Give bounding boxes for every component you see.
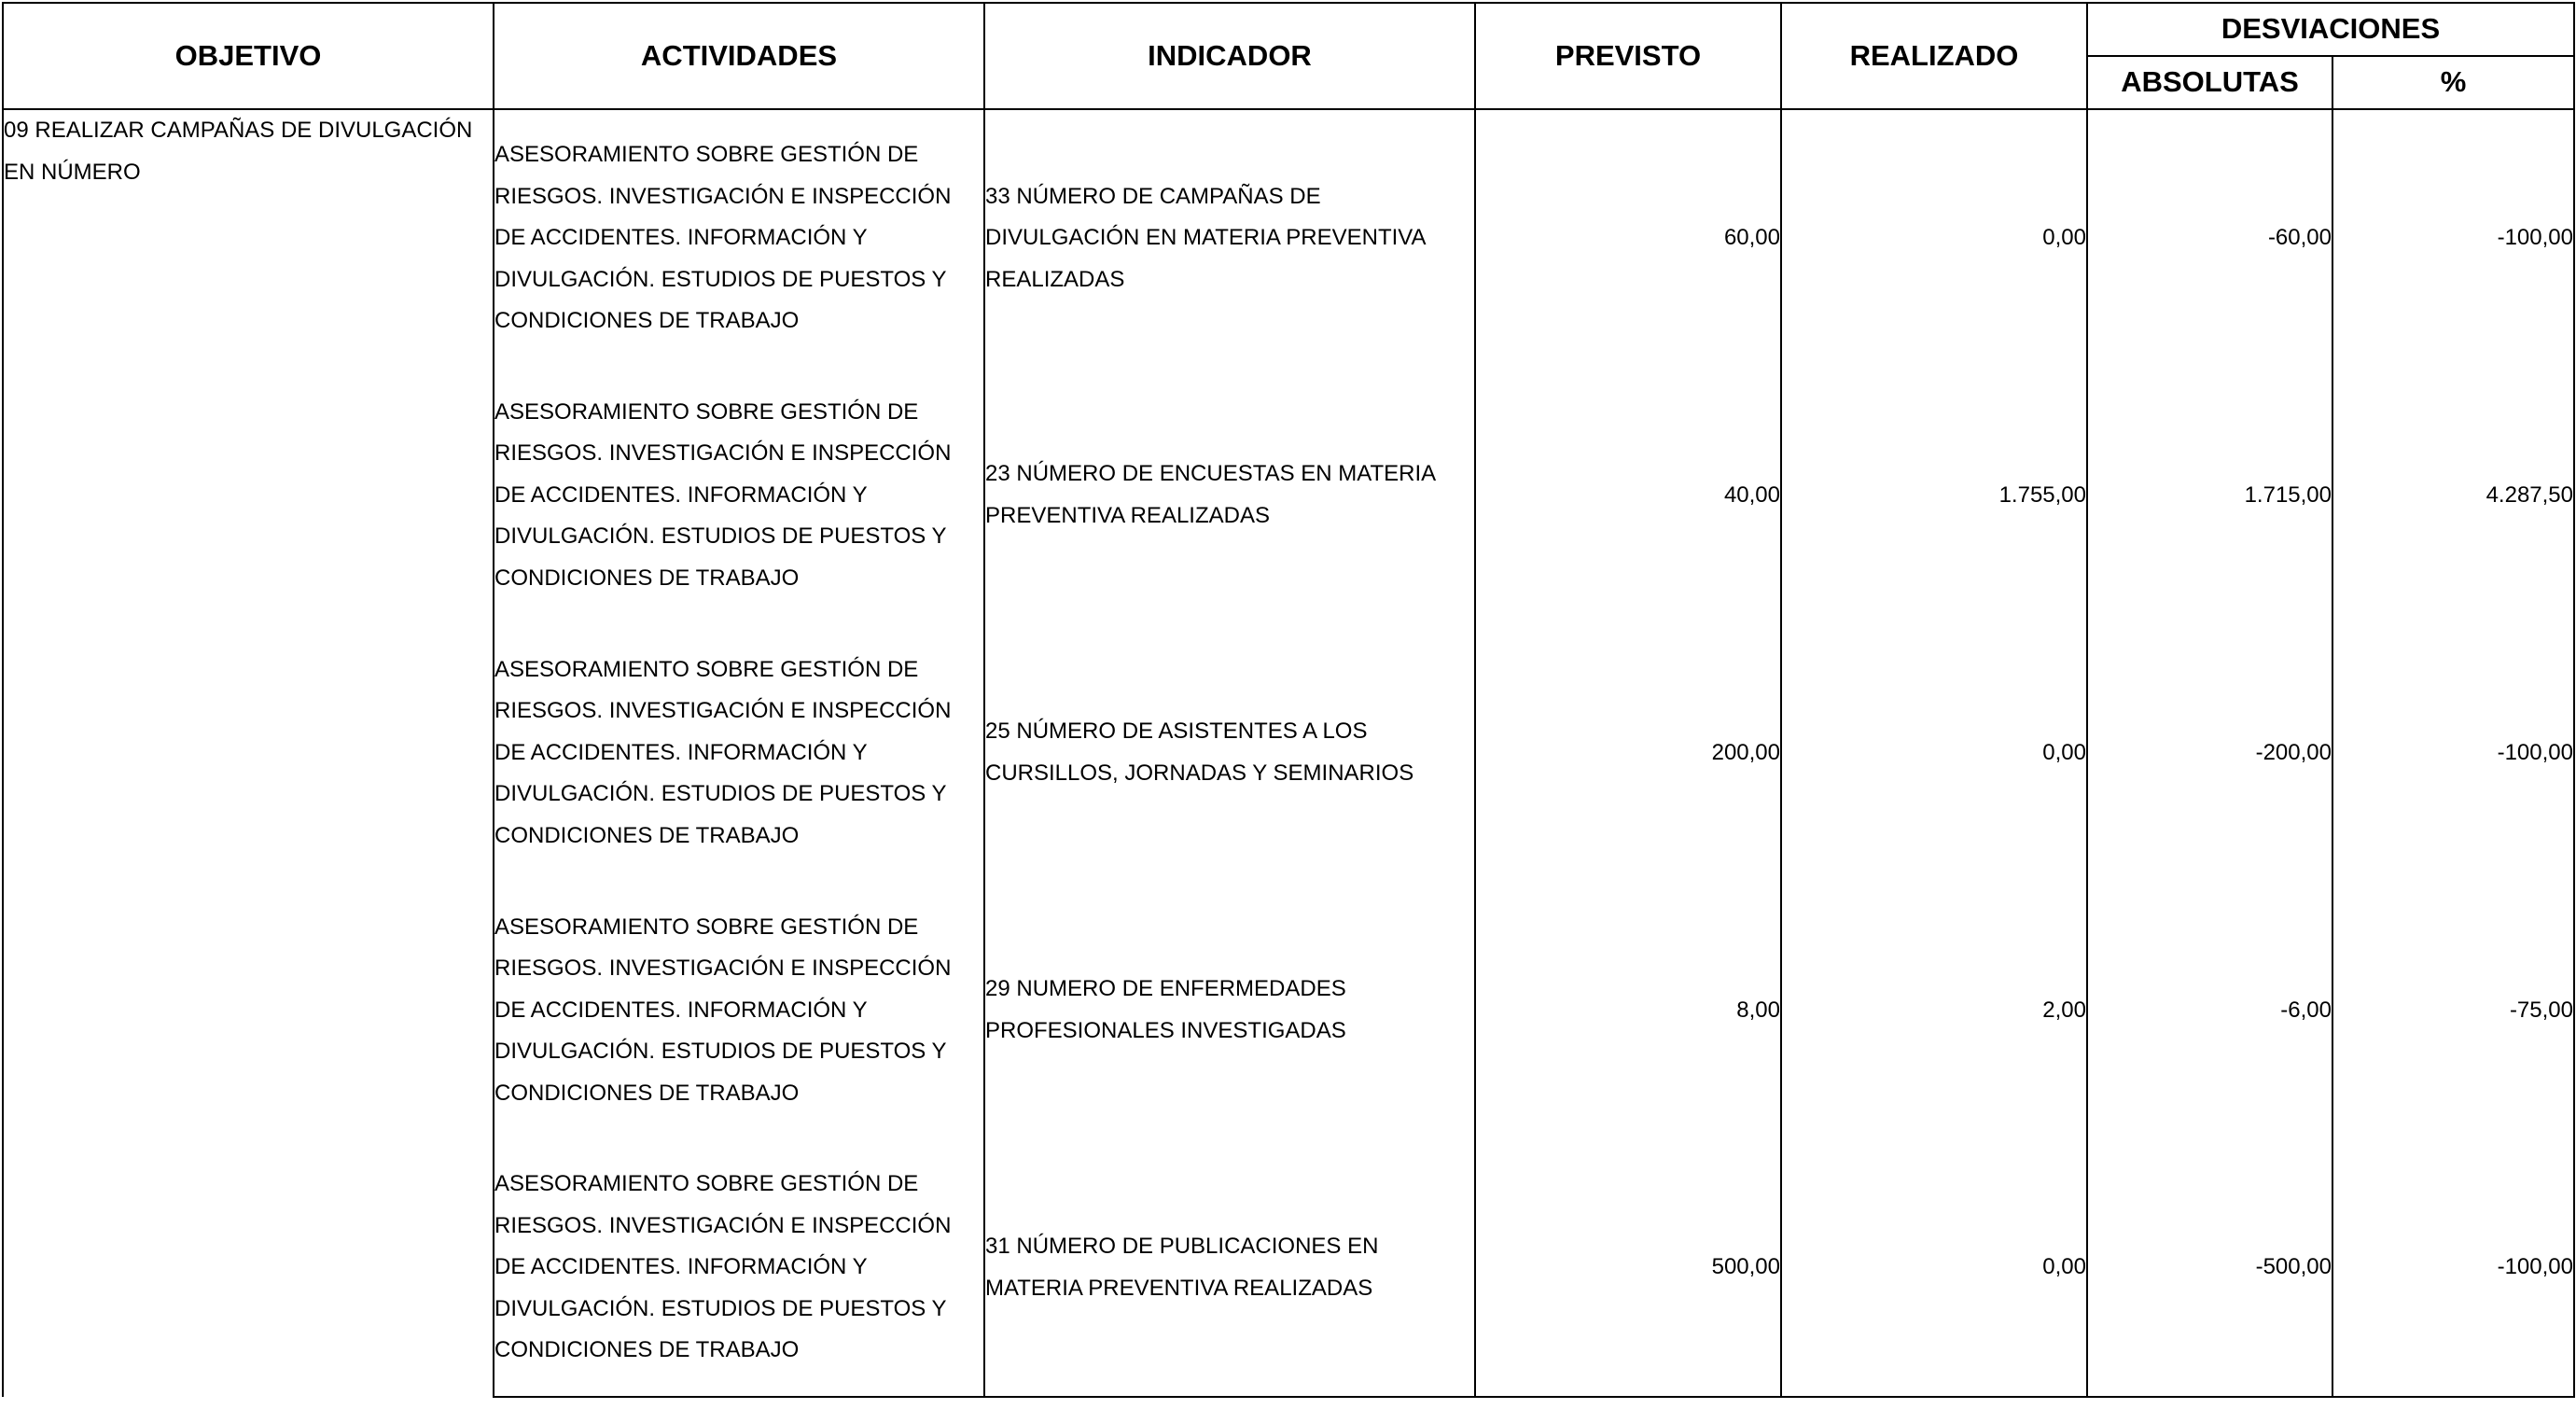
- header-previsto: PREVISTO: [1475, 3, 1781, 109]
- objectives-table: [2, 2, 2575, 1398]
- indicator-cell: 31 NÚMERO DE PUBLICACIONES EN MATERIA PREVENTIVA REALIZADAS: [984, 1139, 1475, 1397]
- activity-cell: ASESORAMIENTO SOBRE GESTIÓN DE RIESGOS. INVESTIGACIÓN E INSPECCIÓN DE ACCIDENTES. INFORMACIÓN Y DIVULGACIÓN. ESTUDIOS DE PUESTOS Y CONDICIONES DE TRABAJO: [494, 624, 984, 882]
- absolutas-cell: -6,00: [2087, 882, 2332, 1139]
- activity-cell: ASESORAMIENTO SOBRE GESTIÓN DE RIESGOS. INVESTIGACIÓN E INSPECCIÓN DE ACCIDENTES. INFORMACIÓN Y DIVULGACIÓN. ESTUDIOS DE PUESTOS Y CONDICIONES DE TRABAJO: [494, 882, 984, 1139]
- realizado-cell: 0,00: [1781, 624, 2087, 882]
- previsto-cell: 8,00: [1475, 882, 1781, 1139]
- activity-cell: ASESORAMIENTO SOBRE GESTIÓN DE RIESGOS. INVESTIGACIÓN E INSPECCIÓN DE ACCIDENTES. INFORMACIÓN Y DIVULGACIÓN. ESTUDIOS DE PUESTOS Y CONDICIONES DE TRABAJO: [494, 367, 984, 624]
- porcentaje-cell: -75,00: [2332, 882, 2574, 1139]
- realizado-cell: 0,00: [1781, 1139, 2087, 1397]
- header-realizado: REALIZADO: [1781, 3, 2087, 109]
- previsto-cell: 500,00: [1475, 1139, 1781, 1397]
- previsto-cell: 200,00: [1475, 624, 1781, 882]
- absolutas-cell: -500,00: [2087, 1139, 2332, 1397]
- header-absolutas: ABSOLUTAS: [2087, 56, 2332, 109]
- objective-cell: 09 REALIZAR CAMPAÑAS DE DIVULGACIÓN EN NÚMERO: [3, 109, 494, 1397]
- previsto-cell: 60,00: [1475, 109, 1781, 367]
- table-header: [3, 3, 2574, 109]
- indicator-cell: 29 NUMERO DE ENFERMEDADES PROFESIONALES INVESTIGADAS: [984, 882, 1475, 1139]
- indicator-cell: 25 NÚMERO DE ASISTENTES A LOS CURSILLOS, JORNADAS Y SEMINARIOS: [984, 624, 1475, 882]
- indicator-cell: 23 NÚMERO DE ENCUESTAS EN MATERIA PREVENTIVA REALIZADAS: [984, 367, 1475, 624]
- absolutas-cell: -200,00: [2087, 624, 2332, 882]
- absolutas-cell: 1.715,00: [2087, 367, 2332, 624]
- porcentaje-cell: -100,00: [2332, 624, 2574, 882]
- header-actividades: ACTIVIDADES: [494, 3, 984, 109]
- table-row: [3, 109, 2574, 367]
- activity-cell: ASESORAMIENTO SOBRE GESTIÓN DE RIESGOS. INVESTIGACIÓN E INSPECCIÓN DE ACCIDENTES. INFORMACIÓN Y DIVULGACIÓN. ESTUDIOS DE PUESTOS Y CONDICIONES DE TRABAJO: [494, 109, 984, 367]
- header-indicador: INDICADOR: [984, 3, 1475, 109]
- indicator-cell: 33 NÚMERO DE CAMPAÑAS DE DIVULGACIÓN EN MATERIA PREVENTIVA REALIZADAS: [984, 109, 1475, 367]
- absolutas-cell: -60,00: [2087, 109, 2332, 367]
- header-porcentaje: %: [2332, 56, 2574, 109]
- realizado-cell: 2,00: [1781, 882, 2087, 1139]
- realizado-cell: 1.755,00: [1781, 367, 2087, 624]
- porcentaje-cell: -100,00: [2332, 109, 2574, 367]
- activity-cell: ASESORAMIENTO SOBRE GESTIÓN DE RIESGOS. INVESTIGACIÓN E INSPECCIÓN DE ACCIDENTES. INFORMACIÓN Y DIVULGACIÓN. ESTUDIOS DE PUESTOS Y CONDICIONES DE TRABAJO: [494, 1139, 984, 1397]
- realizado-cell: 0,00: [1781, 109, 2087, 367]
- header-objetivo: OBJETIVO: [3, 3, 494, 109]
- porcentaje-cell: -100,00: [2332, 1139, 2574, 1397]
- table-body: [3, 109, 2574, 1397]
- header-desviaciones: DESVIACIONES: [2087, 3, 2574, 56]
- porcentaje-cell: 4.287,50: [2332, 367, 2574, 624]
- previsto-cell: 40,00: [1475, 367, 1781, 624]
